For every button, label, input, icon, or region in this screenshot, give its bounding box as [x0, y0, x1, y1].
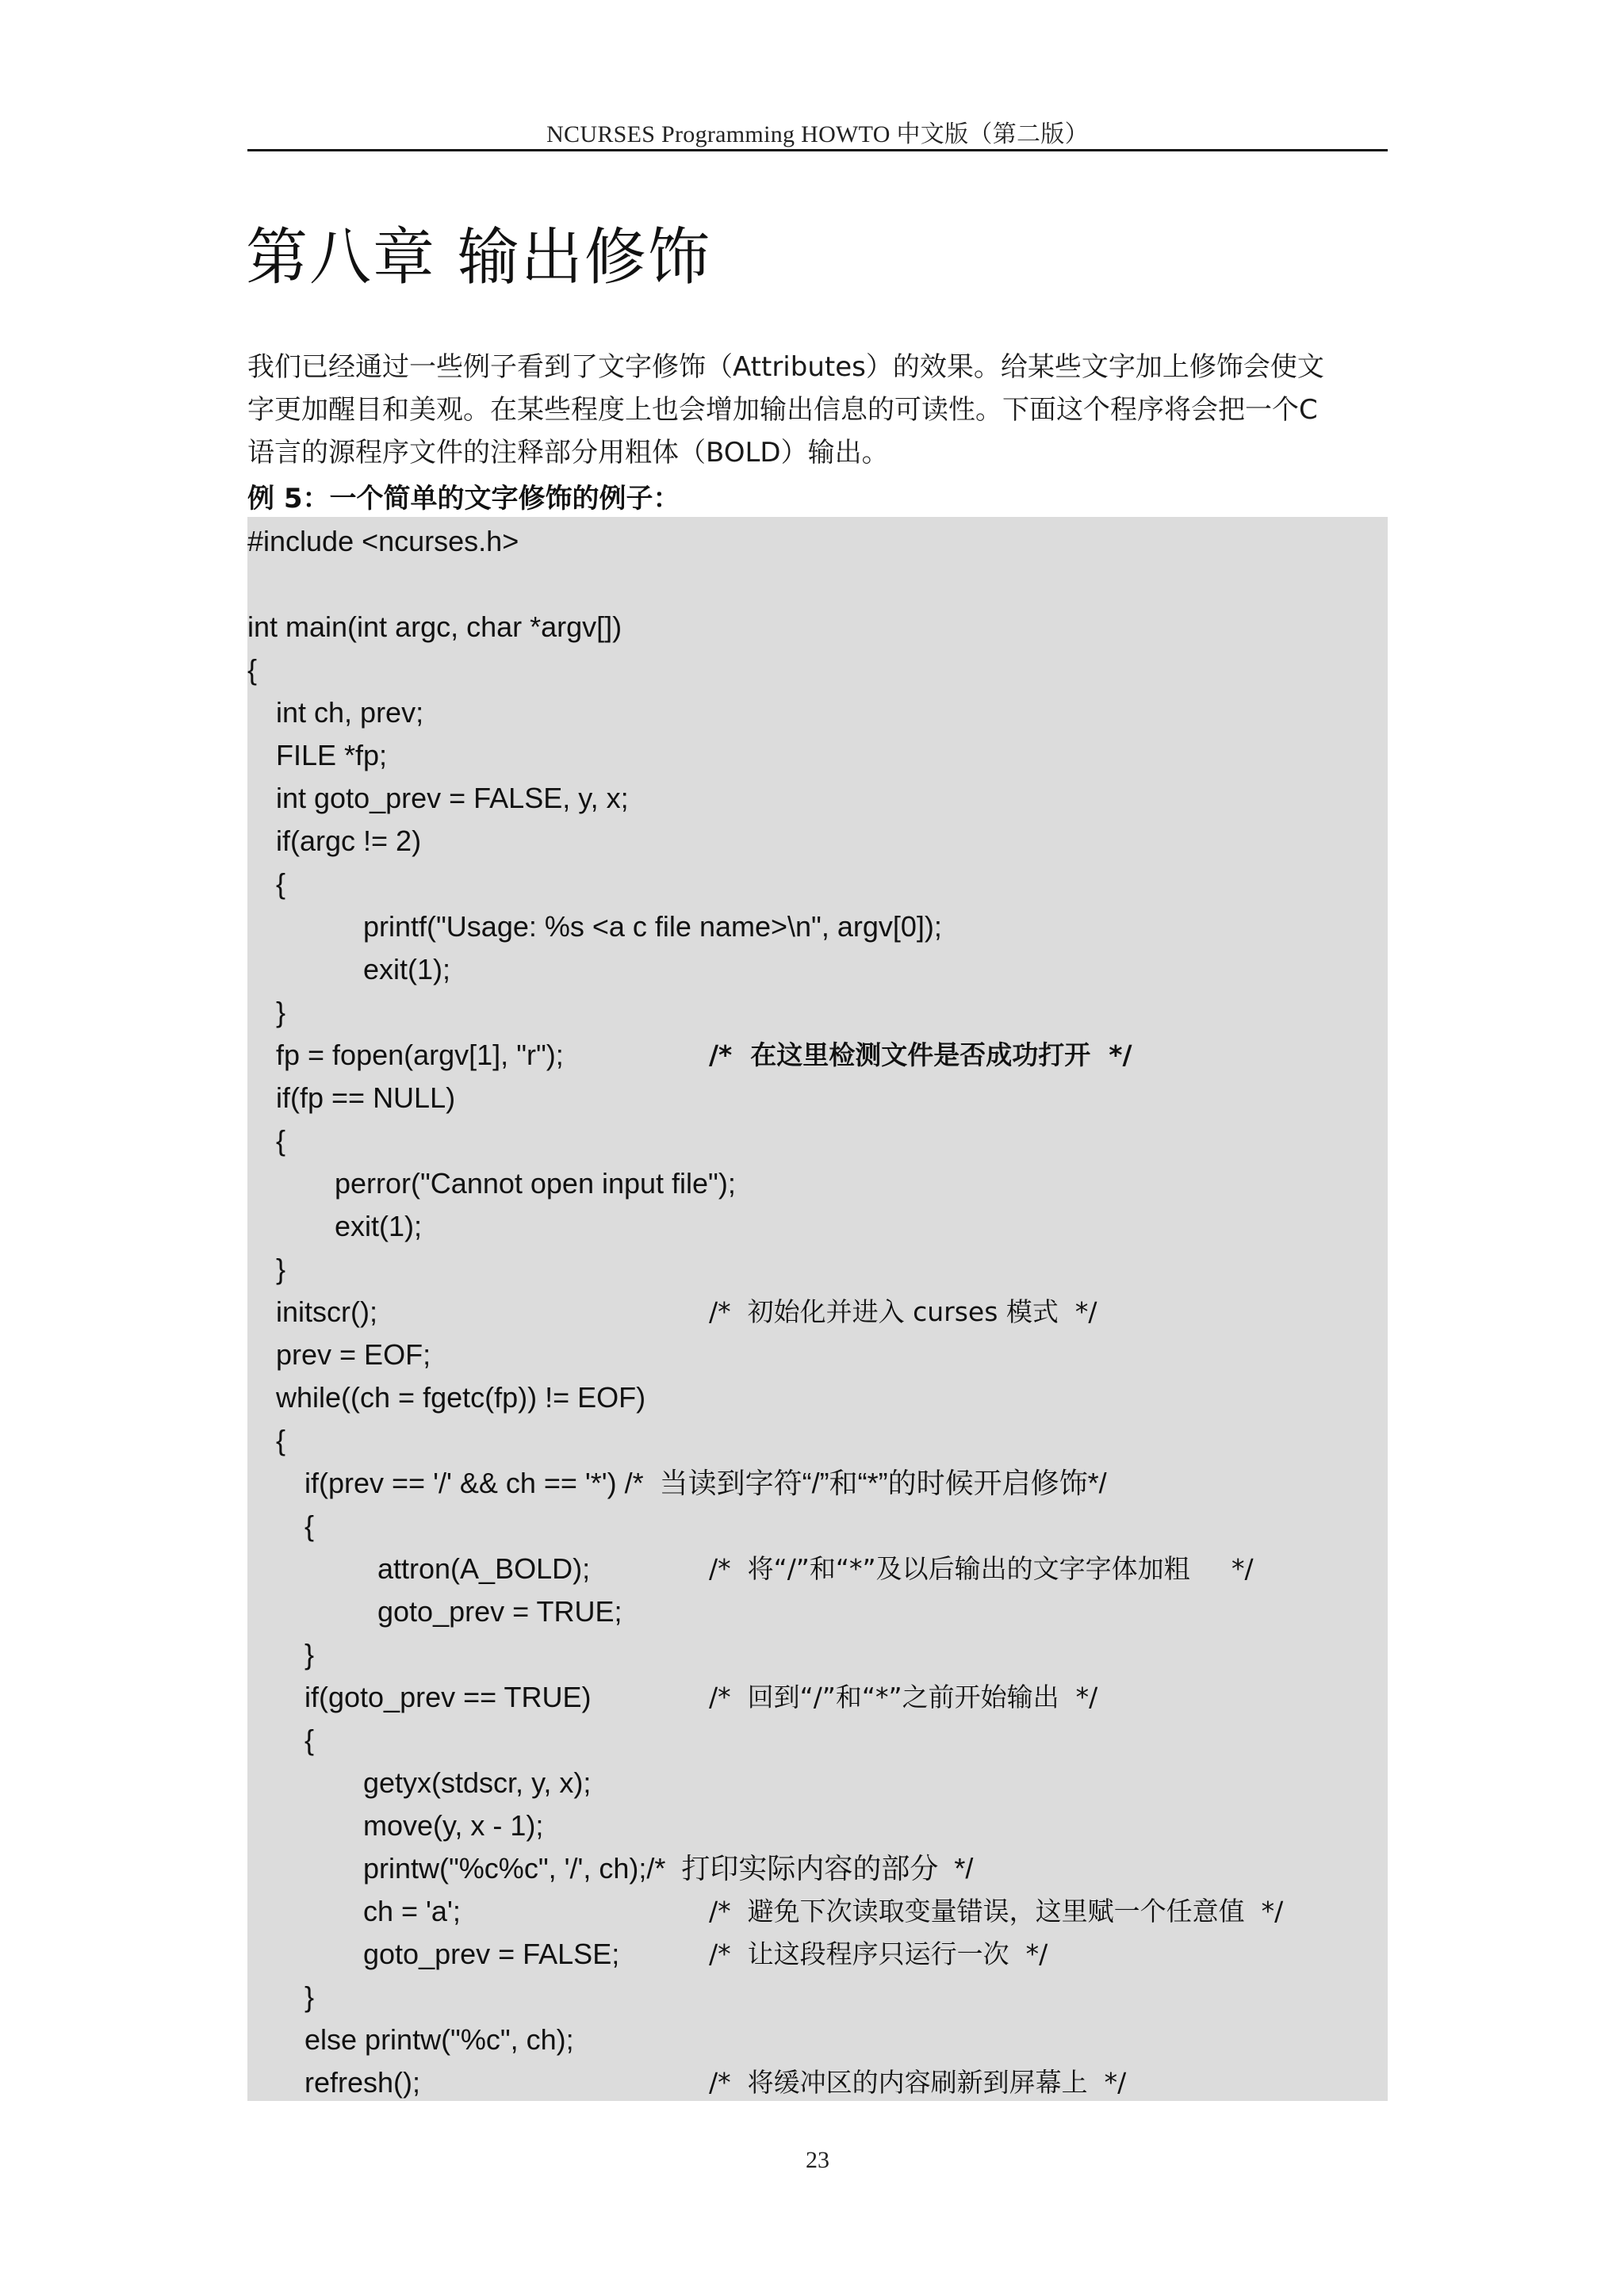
- code-line: goto_prev = FALSE;: [363, 1938, 620, 1970]
- code-line: goto_prev = TRUE;: [377, 1595, 622, 1628]
- code-line: {: [304, 1510, 315, 1542]
- code-line: prev = EOF;: [276, 1338, 431, 1371]
- code-line: ch = 'a';: [363, 1895, 461, 1927]
- code-line: printf("Usage: %s <a c file name>\n", argv[0]);: [363, 910, 942, 943]
- running-header: NCURSES Programming HOWTO 中文版（第二版）: [546, 121, 1089, 147]
- intro-line: 我们已经通过一些例子看到了文字修饰（Attributes）的效果。给某些文字加上修饰会使文: [247, 351, 1324, 383]
- code-comment: /* 让这段程序只运行一次 */: [709, 1938, 1048, 1969]
- code-line: exit(1);: [363, 953, 451, 985]
- code-line: else printw("%c", ch);: [304, 2023, 574, 2056]
- code-comment: /* 在这里检测文件是否成功打开 */: [709, 1039, 1132, 1070]
- code-comment: /* 初始化并进入 curses 模式 */: [709, 1296, 1097, 1327]
- code-line: }: [304, 1638, 315, 1670]
- code-comment: /* 避免下次读取变量错误，这里赋一个任意值 */: [709, 1896, 1284, 1927]
- code-comment: /* 将缓冲区的内容刷新到屏幕上 */: [709, 2067, 1127, 2098]
- code-line: int ch, prev;: [276, 696, 424, 729]
- page-number: 23: [806, 2147, 829, 2173]
- code-line: #include <ncurses.h>: [247, 525, 519, 557]
- code-line: initscr();: [276, 1295, 377, 1328]
- code-line: getyx(stdscr, y, x);: [363, 1766, 592, 1799]
- code-comment: /* 将“/”和“*”及以后输出的文字字体加粗 */: [709, 1553, 1254, 1584]
- code-line: perror("Cannot open input file");: [335, 1167, 736, 1200]
- code-line: printw("%c%c", '/', ch);/* 打印实际内容的部分 */: [363, 1852, 974, 1885]
- code-line: if(fp == NULL): [276, 1081, 456, 1114]
- code-line: if(goto_prev == TRUE): [304, 1681, 592, 1713]
- code-line: move(y, x - 1);: [363, 1809, 544, 1842]
- code-line: int goto_prev = FALSE, y, x;: [276, 782, 629, 814]
- intro-paragraph: [247, 346, 1389, 474]
- code-comment: /* 回到“/”和“*”之前开始输出 */: [709, 1682, 1098, 1712]
- code-line: fp = fopen(argv[1], "r");: [276, 1039, 564, 1071]
- code-line: exit(1);: [335, 1210, 423, 1242]
- code-line: {: [276, 867, 286, 900]
- intro-line: 字更加醒目和美观。在某些程度上也会增加输出信息的可读性。下面这个程序将会把一个C: [247, 394, 1318, 426]
- chapter-title: 第八章 输出修饰: [246, 222, 711, 293]
- code-line: }: [304, 1980, 315, 2013]
- code-line: }: [276, 1253, 286, 1285]
- code-line: {: [276, 1124, 286, 1157]
- code-line: if(prev == '/' && ch == '*') /* 当读到字符“/”和“*”的时候开启修饰*/: [304, 1467, 1107, 1499]
- example-label: 例 5：一个简单的文字修饰的例子：: [247, 483, 680, 515]
- header-rule: [247, 149, 1388, 151]
- code-line: {: [247, 653, 258, 686]
- code-line: FILE *fp;: [276, 739, 388, 771]
- intro-line: 语言的源程序文件的注释部分用粗体（BOLD）输出。: [247, 437, 889, 469]
- code-line: {: [276, 1424, 286, 1456]
- code-line: {: [304, 1724, 315, 1756]
- code-line: refresh();: [304, 2066, 421, 2099]
- code-line: }: [276, 996, 286, 1028]
- code-line: int main(int argc, char *argv[]): [247, 610, 622, 643]
- code-listing: [247, 517, 1388, 2101]
- code-line: while((ch = fgetc(fp)) != EOF): [276, 1381, 646, 1414]
- code-line: attron(A_BOLD);: [377, 1552, 591, 1585]
- code-line: if(argc != 2): [276, 825, 422, 857]
